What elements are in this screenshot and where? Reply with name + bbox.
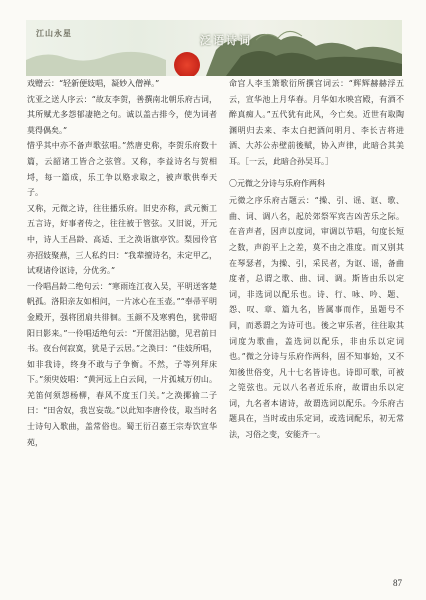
- page-number: 87: [393, 578, 402, 588]
- left-column: [27, 76, 217, 450]
- brand-right-text: 泛语诗词: [200, 34, 252, 47]
- paragraph: 元微之序乐府古题云：“操、引、谣、讴、歌、曲、词、调八名，起於郊祭军宾吉凶苦乐之际。在音声者，因声以度词，审调以节唱，句度长短之数，声韵平上之差，莫不由之准度。而又别其在琴瑟者，为操、引，采民者，为讴、谣，备曲度者，总谓之歌、曲、词、调。斯皆由乐以定词，非选词以配乐也。诗、行、咏、吟、题、怨、叹、章、篇九名，皆属事而作，虽题号不同，而悉谓之为诗可也。後之审乐者，往往取其词度为歌曲，盖选词以配乐，非由乐以定词也。”微之分诗与乐府作两科，固不知事始，又不知後世俗变，凡十七名皆诗也。诗即可歌，可被之筦弦也。元以八名者近乐府，故谓由乐以定词，九名者本诸诗，故谓选词以配乐。今乐府古题具在，当时或由乐定词，或选词配乐，初无常法，习俗之变，安能齐一。: [229, 196, 404, 440]
- red-sun-icon: [174, 52, 200, 76]
- paragraph: 沈亚之送人序云：“故友李贺，善撰南北朝乐府古词，其所赋尤多怨郁凄艳之句。诚以盖古排今，使为词者莫得偶矣。”: [27, 94, 217, 135]
- brand-left-text: 江山永星: [36, 28, 72, 38]
- right-column: [229, 76, 404, 443]
- paragraph: 一伶唱昌龄二绝句云：“寒雨连江夜入吴，平明送客楚帆孤。洛阳亲友如相问，一片冰心在玉壶。”“奉帚平明金殿开，强将团扇共徘徊。玉颜不及寒鸦色，犹带昭阳日影来。”一伶唱适绝句云：“开箧泪沾臆，见君前日书。夜台何寂寞，犹是子云居。”之涣曰：“佳妓所唱，如非我诗，终身不敢与子争衡。不然，子等列拜床下。”须臾妓唱：“黄河远上白云间，一片孤城万仞山。羌笛何须怨杨柳，春风不度玉门关。”之涣揶揄二子曰：“田舍奴，我岂妄哉。”以此知李唐伶伎，取当时名士诗句入歌曲，盖常俗也。蜀王衍召嘉王宗寿饮宣华苑，: [27, 281, 217, 447]
- paragraph: 命宫人李玉箫歌衍所撰宫词云：“辉辉赫赫浮五云，宣华池上月华春。月华如水映宫殿，有酒不醉真痴人。”五代犹有此风，今亡矣。近世有取陶渊明归去来、李太白把酒问明月、李长吉将进酒、大苏公赤壁前後赋，协入声律，此暗合其美耳。［一云，此暗合孙吴耳。］: [229, 79, 404, 166]
- header-banner: [26, 20, 402, 76]
- paragraph: 惜乎其中亦不备声歌弦唱。”然唐史称，李贺乐府数十篇，云韶诸工皆合之弦管。又称，李益诗名与贺相埒，每一篇成，乐工争以赂求取之，被声歌供奉天子。: [27, 141, 217, 198]
- mountain-landscape-image: [26, 20, 402, 76]
- section-heading: 〇元微之分诗与乐府作两科: [229, 178, 325, 188]
- paragraph: 戏赠云：“轻新便妓唱，凝妙入僧禅。”: [27, 79, 160, 88]
- paragraph: 又称，元微之诗，往往播乐府。旧史亦称，武元衡工五言诗，好事者传之，往往被于管弦。又旧说，开元中，诗人王昌龄、高适、王之涣诣旗亭饮。梨园伶官亦招妓聚燕，三人私约曰：“我辈擅诗名，未定甲乙，试观诸伶讴诗，分优劣。”: [27, 203, 217, 276]
